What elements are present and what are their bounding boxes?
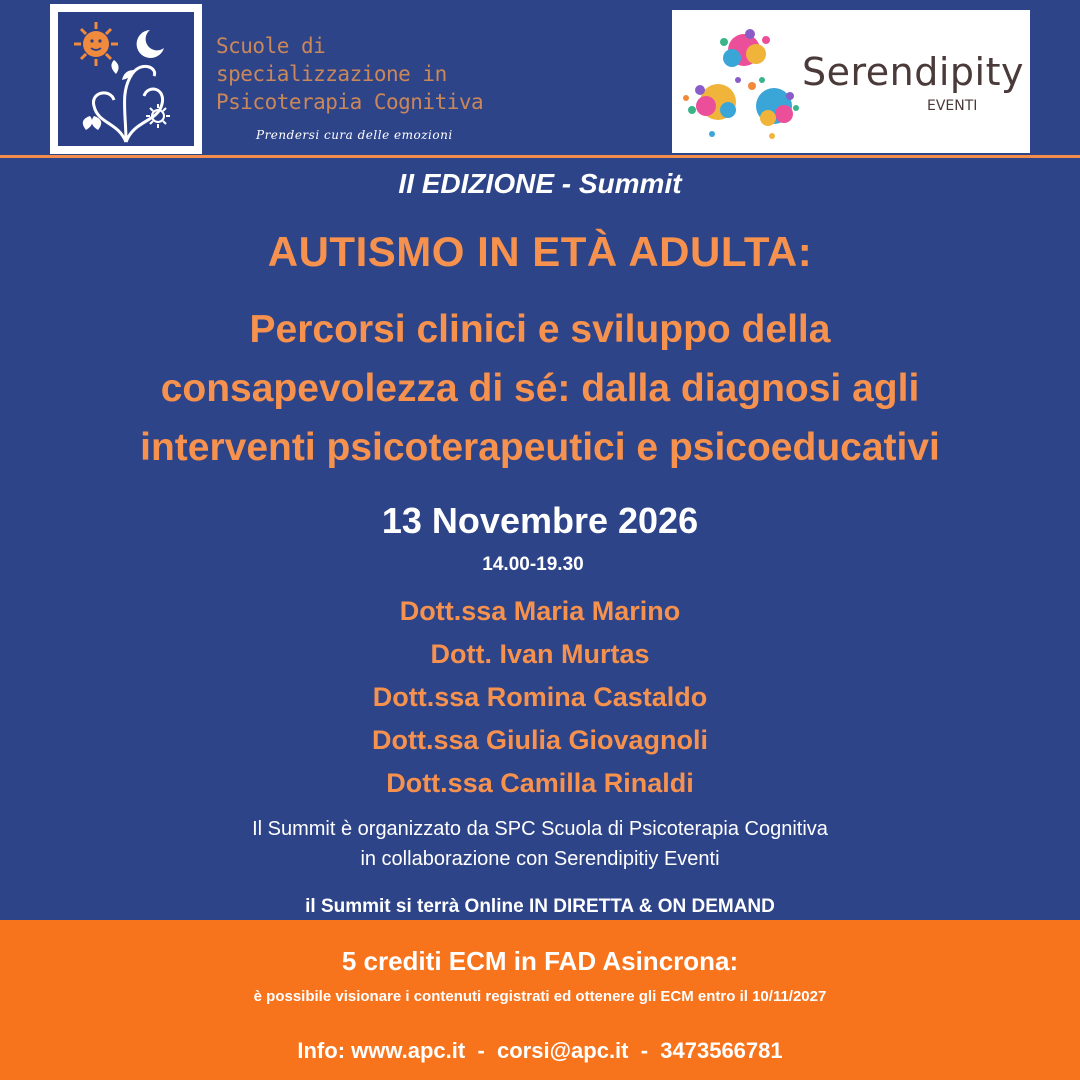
speaker-list [0,590,1080,805]
ecm-title: 5 crediti ECM in FAD Asincrona: [341,946,739,976]
speaker-name: Dott.ssa Giulia Giovagnoli [371,725,709,755]
ecm-note: è possibile visionare i contenuti registrati ed ottenere gli ECM entro il 10/11/2027 [253,988,827,1005]
organizer-line: Il Summit è organizzato da SPC Scuola di Psicoterapia Cognitiva [252,818,828,840]
speaker-name: Dott.ssa Romina Castaldo [372,682,708,712]
event-date: 13 Novembre 2026 [381,500,699,541]
edition-label: II EDIZIONE - Summit [398,168,682,199]
speaker-name: Dott. Ivan Murtas [430,639,650,669]
speaker-name: Dott.ssa Maria Marino [399,596,681,626]
online-note: il Summit si terrà Online IN DIRETTA & ON DEMAND [305,896,775,917]
subtitle-line: Percorsi clinici e sviluppo della [249,308,831,351]
header [0,0,1080,158]
subtitle-line: consapevolezza di sé: dalla diagnosi agli [160,367,920,410]
serendipity-logo [672,10,1030,153]
subtitle-line: interventi psicoterapeutici e psicoeducativi [140,426,940,469]
organizer-note [0,814,1080,874]
event-title: AUTISMO IN ETÀ ADULTA: [267,228,813,275]
serendipity-name: Serendipity [802,50,1024,94]
header-divider [0,155,1080,158]
event-subtitle [0,300,1080,477]
footer-banner [0,920,1080,1080]
spc-logo-line: Psicoterapia Cognitiva [216,90,484,114]
colorful-dots-heads-icon [672,10,802,153]
organizer-line: in collaborazione con Serendipitiy Eventi [360,848,720,870]
spc-logo-line: Scuole di [216,34,326,58]
serendipity-sub: EVENTI [927,98,978,114]
spc-logo-text [216,32,516,116]
spc-logo [50,4,202,154]
speaker-name: Dott.ssa Camilla Rinaldi [386,768,694,798]
spc-tagline: Prendersi cura delle emozioni [256,128,453,142]
contact-info[interactable]: Info: www.apc.it - corsi@apc.it - 3473566781 [297,1038,783,1063]
event-time: 14.00-19.30 [482,554,584,575]
sun-moon-tree-emblem-icon [58,12,194,146]
spc-logo-line: specializzazione in [216,62,447,86]
